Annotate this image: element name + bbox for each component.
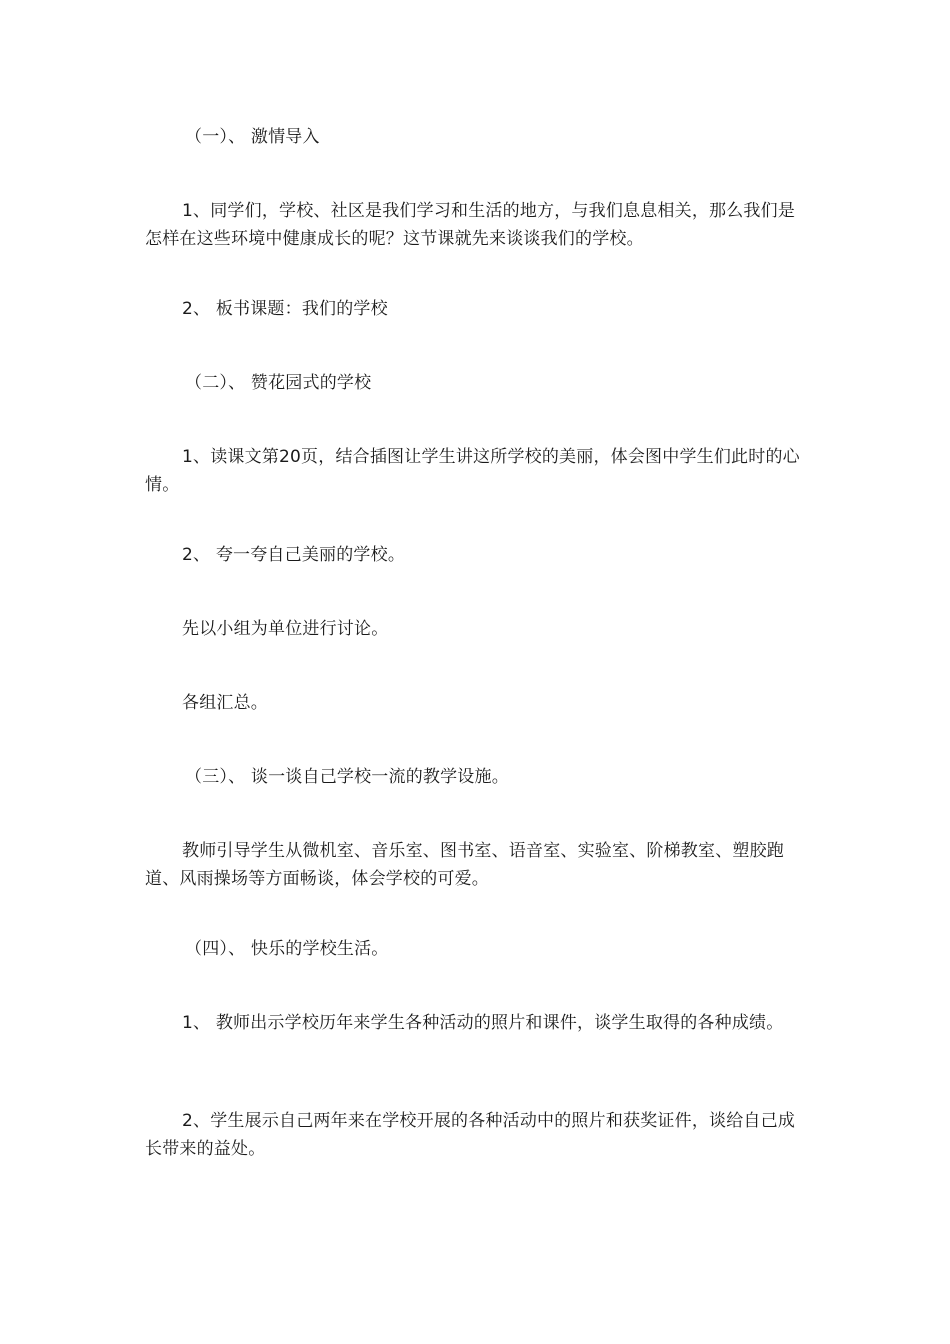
paragraph-6: 各组汇总。 <box>182 693 268 713</box>
paragraph-8: 1、 教师出示学校历年来学生各种活动的照片和课件，谈学生取得的各种成绩。 <box>182 1013 784 1033</box>
section-heading-4: （四）、 快乐的学校生活。 <box>185 939 389 959</box>
paragraph-5: 先以小组为单位进行讨论。 <box>182 619 389 639</box>
paragraph-7: 教师引导学生从微机室、音乐室、图书室、语音室、实验室、阶梯教室、塑胶跑道、风雨操场等方面畅谈，体会学校的可爱。 <box>145 841 784 889</box>
paragraph-9: 2、学生展示自己两年来在学校开展的各种活动中的照片和获奖证件，谈给自己成长带来的益处。 <box>145 1111 796 1159</box>
paragraph-1: 1、同学们，学校、社区是我们学习和生活的地方，与我们息息相关，那么我们是怎样在这些环境中健康成长的呢？这节课就先来谈谈我们的学校。 <box>145 201 796 249</box>
paragraph-3: 1、读课文第20页，结合插图让学生讲这所学校的美丽，体会图中学生们此时的心情。 <box>145 447 800 495</box>
paragraph-2: 2、 板书课题：我们的学校 <box>182 299 388 319</box>
section-heading-2: （二）、 赞花园式的学校 <box>185 373 372 393</box>
section-heading-1: （一）、 激情导入 <box>185 127 320 147</box>
section-heading-3: （三）、 谈一谈自己学校一流的教学设施。 <box>185 767 509 787</box>
paragraph-4: 2、 夸一夸自己美丽的学校。 <box>182 545 406 565</box>
